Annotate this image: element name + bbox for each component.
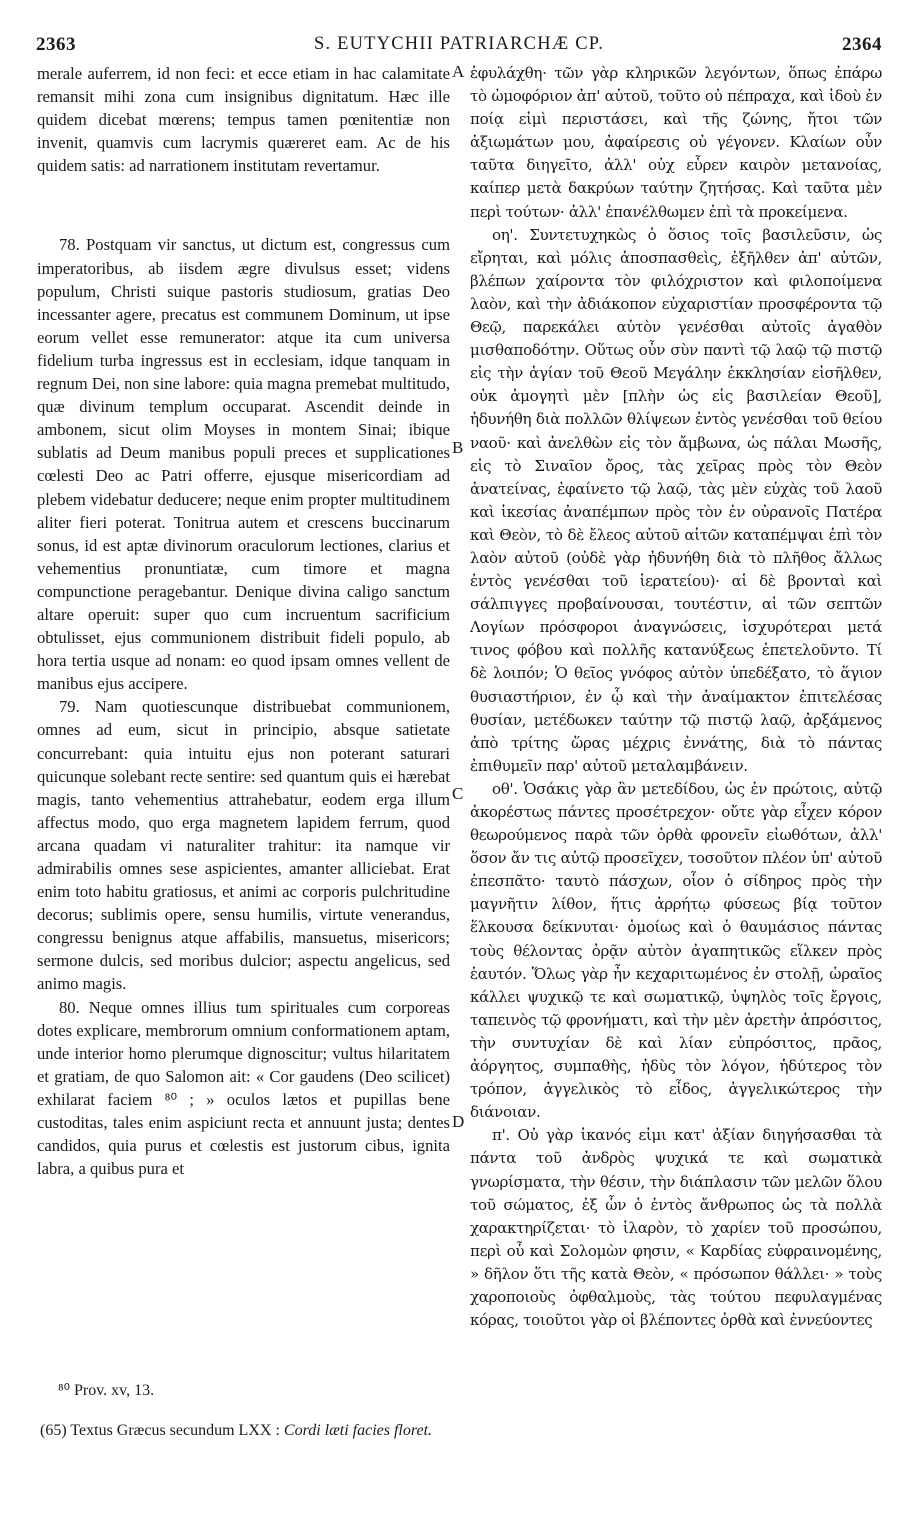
section-marker-a: A — [452, 62, 465, 81]
running-title: S. EUTYCHII PATRIARCHÆ CP. — [313, 34, 605, 54]
column-spacer — [37, 177, 450, 233]
latin-column — [37, 62, 450, 1180]
left-page-number: 2363 — [36, 34, 76, 55]
footnote-80: ⁸⁰ Prov. xv, 13. — [58, 1382, 155, 1399]
greek-column — [470, 62, 882, 1332]
footnotes — [40, 1380, 880, 1442]
section-marker-c: C — [452, 784, 464, 803]
greek-paragraph-78: οη'. Συντετυχηκὼς ὁ ὅσιος τοῖς βασιλεῦσιν, ὡς εἴρηται, καὶ μόλις ἀποσπασθεὶς, ἐξῆλθεν ἀπ' αὐτῶν, βλέπων χαίροντα τὸν φιλόχριστον καὶ φιλοποίμενα λαὸν, καὶ τὴν ἀδιάκοπον εὐχαριστίαν προσφέροντα τῷ Θεῷ, παρεκάλει αὐτὸν γενέσθαι αὐτοῖς ἀγαθὸν μισθαποδότην. Οὕτως οὖν σὺν παντὶ τῷ λαῷ τῷ πιστῷ εἰς τὴν ἁγίαν τοῦ Θεοῦ Μεγάλην ἐκκλησίαν εἰσῆλθεν, οὐκ ἀμογητὶ μὲν [πλὴν ὡς εἰς βασιλείαν Θεοῦ], ἠδυνήθη διὰ πολλῶν θλίψεων ἐντὸς γενέσθαι τοῦ θείου ναοῦ· καὶ ἀνελθὼν εἰς τὸν ἄμβωνα, ὡς πάλαι Μωσῆς, εἰς τὸ Σιναῖον ὄρος, τὰς χεῖρας πρὸς τὸν Θεὸν ἀνατείνας, ἐφαίνετο τῷ λαῷ, τὰς μὲν εὐχὰς τοῦ λαοῦ καὶ ἱκεσίας ἀναπέμπων πρὸς τὸν ἐν οὐρανοῖς Πατέρα καὶ Θεὸν, τὸ δὲ ἔλεος αὐτοῦ αἰτῶν καταπέμψαι ἐπὶ τὸν λαὸν αὐτοῦ (οὐδὲ γὰρ ἠδυνήθη διὰ τὸ πλῆθος ἄλλως ἐντὸς γενέσθαι τοῦ ἱερατείου)· αἱ δὲ βρονταὶ καὶ σάλπιγγες προβαίνουσαι, τουτέστιν, αἱ τῶν σεπτῶν Λογίων πρόσφοροι ἀναγνώσεις, ἰσχυρότεραι μετά τινος φόβου καὶ πολλῆς κατανύξεως ἐπετελοῦντο. Τί δὲ λοιπόν; Ὁ θεῖος γνόφος αὐτὸν ὑπεδέξατο, τὸ ἅγιον θυσιαστήριον, ἐν ᾧ καὶ τὴν ἀναίμακτον ἐπιτελέσας θυσίαν, μετέδωκεν ταύτην τῷ πιστῷ λαῷ, ἀρξάμενος ἀπὸ τρίτης ὥρας μέχρις ἐννάτης, διὰ τὸ πάντας ἐπιθυμεῖν παρ' αὐτοῦ μεταλαμβάνειν. — [470, 225, 882, 775]
greek-paragraph-79: οθ'. Ὁσάκις γὰρ ἂν μετεδίδου, ὡς ἐν πρώτοις, αὐτῷ ἀκορέστως πάντες προσέτρεχον· οὔτε γὰρ εἶχεν κόρον θεωρούμενος παρὰ τῶν ὀρθὰ φρονεῖν εἰωθότων, ἀλλ' ὅσον ἄν τις αὐτῷ προσεῖχεν, τοσοῦτον πλέον ὑπ' αὐτοῦ ἐπεσπᾶτο· ταυτὸ πάσχων, οἷον ὁ σίδηρος πρὸς τὴν μαγνῆτιν λίθον, ἥτις ἀρρήτῳ φύσεως βίᾳ τοῦτον ἕλκουσα δείκνυται· ὁμοίως καὶ ὁ θαυμάσιος πάντας τοὺς θέλοντας ὁρᾷν αὐτὸν ἀγαπητικῶς εἵλκεν πρὸς ἑαυτόν. Ὅλως γὰρ ἦν κεχαριτωμένος ἐν στολῇ, ὡραῖος κάλλει ψυχικῷ τε καὶ σωματικῷ, ὑψηλὸς τοῖς ἔργοις, ταπεινὸς τῷ φρονήματι, καὶ τὴν μὲν ἀρετὴν ἀπρόσιτος, τὴν συντυχίαν δὲ καὶ λίαν εὐπρόσιτος, πρᾶος, ἀόργητος, συμπαθὴς, ἡδὺς τὸν λόγον, ἡδύτερος τὸν τρόπον, ἀγγελικὸς τὸ εἶδος, ἀγγελικώτερος τὴν διάνοιαν. — [470, 779, 882, 1122]
latin-paragraph-80: 80. Neque omnes illius tum spirituales cum corporeas dotes explicare, membrorum omnium conformationem aptam, unde interior homo plerumque dignoscitur; vultus hilaritatem et gratiam, de quo Salomon ait: « Cor gaudens (Deo scilicet) exhilarat faciem ⁸⁰ ; » oculos lætos et pupillas bene custoditas, tales enim aspiciunt recta et annuunt justa; dentes candidos, quia purus et cœlestis est justorum cibus, ignita labra, a quibus pura et — [37, 997, 450, 1179]
running-header — [36, 34, 882, 58]
section-marker-d: D — [452, 1112, 465, 1131]
latin-paragraph-78: 78. Postquam vir sanctus, ut dictum est, congressus cum imperatoribus, ab iisdem ægre divulsus esset; videns populum, Christi suique pastoris studiosum, gratias Deo incessanter agere, precatus est communem Dominum, ut ipse eorum vellet esse remunerator: atque ita cum universa fidelium turba ingressus est in ecclesiam, idque tanquam in regnum Dei, non sine labore: quia magna premebat multitudo, quæ divinum templum occuparat. Ascendit deinde in ambonem, sicut olim Moyses in montem Sinai; ibique sublatis ad Deum manibus populi preces et supplicationes cœlesti Deo ac Patri offerre, ejusque misericordiam ad plebem videbatur deducere; neque enim propter multitudinem aliter fieri poterat. Tonitrua autem et crescens buccinarum sonus, id est aptæ divinorum oraculorum lectiones, clarius et vehementius pronuntiatæ, cum timore et magna compunctione peragebantur. Denique divina caligo sanctum altare operuit: super quo cum incruentum sacrificium obtulisset, ejus communionem distribuit fideli populo, ab hora tertia usque ad nonam: eo quod ipsam omnes vellent de manibus ejus accipere. — [37, 235, 450, 694]
right-page-number: 2364 — [842, 34, 882, 55]
latin-paragraph-77-end: merale auferrem, id non feci: et ecce etiam in hac calamitate remansit mihi zona cum insignibus dignitatum. Hæc ille quidem dicebat mœrens; tempus tamen pœnitentiæ non invenit, quamvis cum lacrymis quæreret eam. Ac de his quidem satis: ad narrationem institutam revertamur. — [37, 64, 450, 176]
latin-paragraph-79: 79. Nam quotiescunque distribuebat communionem, omnes ad eum, sicut in principio, absque satietate concurrebant: quia intuitu ejus non poterant saturari quicunque solebant recte sentire: sed quantum quis ei hærebat magis, tanto vehementius attrahebatur, eodem erga illum affectus modo, quo erga magnetem lapidem ferrum, quod arcana quadam vi naturaliter trahitur: ita namque vir admirabilis omnes sese aspicientes, amanter alliciebat. Erat enim toto habitu gratiosus, et animi ac corporis pulchritudine decorus; sublimis opere, sensu humilis, virtute venerandus, congressu benignus atque affabilis, mansuetus, misericors; sermone dulcis, sed moribus dulcior; aspectu angelicus, sed animo magis. — [37, 697, 450, 994]
greek-paragraph-77-end: ἐφυλάχθη· τῶν γὰρ κληρικῶν λεγόντων, ὅπως ἐπάρω τὸ ὠμοφόριον ἀπ' αὐτοῦ, τοῦτο οὐ πέπραχα, καὶ ἰδοὺ ἐν ποίᾳ εἰμὶ περιστάσει, καὶ τῆς ζώνης, ἤτοι τῶν ἀξιωμάτων μου, ἀφαίρεσις οὐ γέγονεν. Κλαίων οὖν ταῦτα διηγεῖτο, ἀλλ' οὐχ εὗρεν καιρὸν μετανοίας, καίπερ μετὰ δακρύων ταύτην ζητήσας. Καὶ ταῦτα μὲν περὶ τούτων· ἀλλ' ἐπανέλθωμεν ἐπὶ τὰ προκείμενα. — [470, 64, 882, 221]
footnote-65 — [40, 1420, 880, 1442]
footnote-65-italic: Cordi læti facies floret. — [283, 1422, 433, 1439]
greek-paragraph-80: π'. Οὐ γὰρ ἱκανός εἰμι κατ' ἀξίαν διηγήσασθαι τὰ πάντα τοῦ ἀνδρὸς ψυχικά τε καὶ σωματικὰ γνωρίσματα, τὴν θέσιν, τὴν διάπλασιν τῶν μελῶν ὅλου τοῦ σώματος, ἐξ ὧν ὁ ἐντὸς ἄνθρωπος ὡς τὰ πολλὰ χαρακτηρίζεται· τὸ ἱλαρὸν, τὸ χαρίεν τοῦ προσώπου, περὶ οὗ καὶ Σολομὼν φησιν, « Καρδίας εὐφραινομένης, » δῆλον ὅτι τῆς κατὰ Θεὸν, « πρόσωπον θάλλει· » τοὺς χαροποιοὺς ὀφθαλμοὺς, τὰς τούτου πεφυλαγμένας κόρας, τοιοῦτοι γὰρ οἱ βλέποντες ὀρθὰ καὶ ἐννεύοντες — [470, 1126, 882, 1330]
section-marker-b: B — [452, 438, 464, 457]
footnote-65-text: (65) Textus Græcus secundum LXX : — [40, 1422, 284, 1439]
